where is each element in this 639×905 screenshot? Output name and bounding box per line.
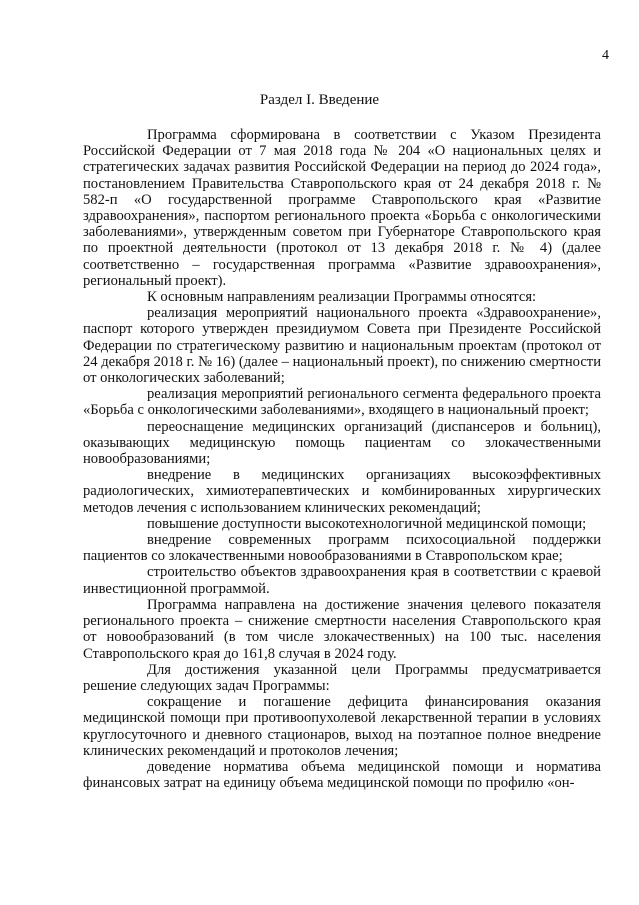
paragraph: К основным направлениям реализации Программы относятся: [147, 289, 537, 306]
paragraph: реализация мероприятий регионального сегмента федерального проекта «Борьба с онкологическими заболеваниями», входящего в национальный проект; [83, 386, 601, 419]
paragraph: переоснащение медицинских организаций (диспансеров и больниц), оказывающих медицинскую помощь пациентам со злокачественными новообразованиями; [83, 418, 601, 468]
paragraph: внедрение современных программ психосоциальной поддержки пациентов со злокачественными новообразованиями в Ставропольском крае; [83, 532, 601, 565]
page-number: 4 [602, 48, 609, 63]
paragraph: строительство объектов здравоохранения края в соответствии с краевой инвестиционной программой. [83, 564, 601, 597]
body-text [83, 127, 601, 791]
paragraph: повышение доступности высокотехнологичной медицинской помощи; [147, 515, 587, 532]
paragraph: Для достижения указанной цели Программы предусматривается решение следующих задач Программы: [83, 661, 601, 694]
paragraph: внедрение в медицинских организациях высокоэффективных радиологических, химиотерапевтических и комбинированных хирургических методов лечения с использованием клинических рекомендаций; [83, 467, 601, 516]
section-title: Раздел I. Введение [259, 92, 380, 108]
paragraph: реализация мероприятий национального проекта «Здравоохранение», паспорт которого утвержден президиумом Совета при Президенте Российской Федерации по стратегическому развитию и национальным проектам (протокол от 24 декабря 2018 г. № 16) (далее – национальный проект), по снижению смертности от онкологических заболеваний; [83, 305, 601, 387]
paragraph: доведение норматива объема медицинской помощи и норматива финансовых затрат на единицу объема медицинской помощи по профилю «он- [83, 758, 601, 792]
paragraph: Программа направлена на достижение значения целевого показателя регионального проекта – снижение смертности населения Ставропольского края от новообразований (в том числе злокачественных) на 100 тыс. населения Ставропольского края до 161,8 случая в 2024 году. [83, 596, 601, 662]
paragraph: Программа сформирована в соответствии с Указом Президента Российской Федерации от 7 мая 2018 года № 204 «О национальных целях и стратегических задачах развития Российской Федерации на период до 2024 года», постановлением Правительства Ставропольского края от 24 декабря 2018 г. № 582-п «О государственной программе Ставропольского края «Развитие здравоохранения», паспортом регионального проекта «Борьба с онкологическими заболеваниями», утвержденным советом при Губернаторе Ставропольского края по проектной деятельности (протокол от 13 декабря 2018 г. № 4) (далее соответственно – государственная программа «Развитие здравоохранения», региональный проект). [83, 127, 601, 289]
paragraph: сокращение и погашение дефицита финансирования оказания медицинской помощи при противоопухолевой лекарственной терапии в условиях круглосуточного и дневного стационаров, выход на поэтапное полное внедрение клинических рекомендаций и протоколов лечения; [83, 694, 601, 759]
